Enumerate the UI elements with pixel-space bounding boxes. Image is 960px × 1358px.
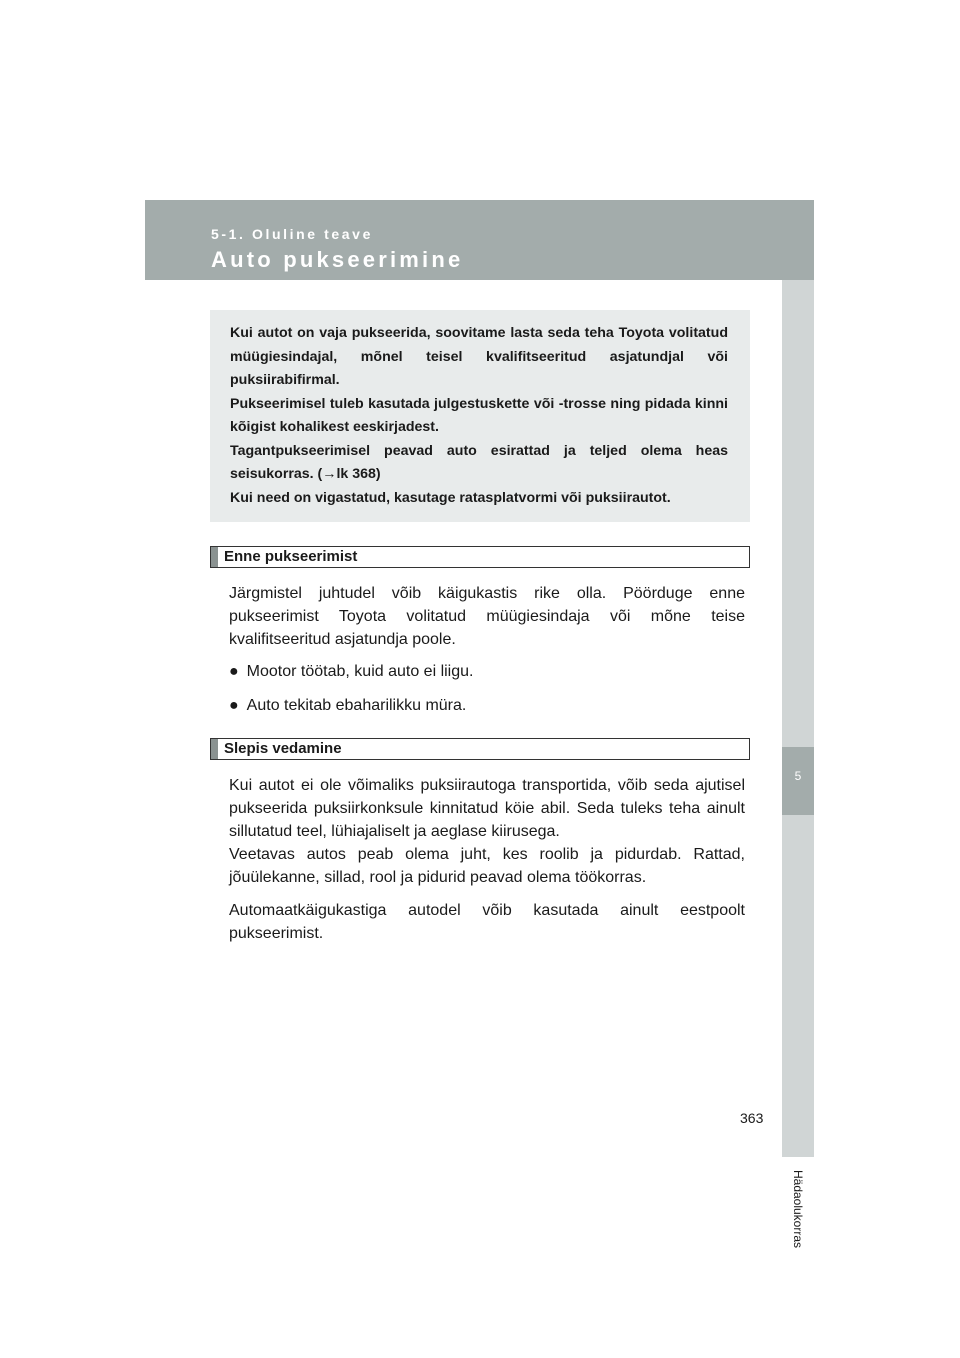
page-number: 363 (740, 1110, 764, 1126)
paragraph-text: Järgmistel juhtudel võib käigukastis rike olla. Pöörduge enne pukseerimist Toyota volitatud müügiesindaja või mõne teise kvalifitseeritud asjatundja poole. (229, 585, 745, 648)
paragraph-text: Veetavas autos peab olema juht, kes roolib ja pidurdab. Rattad, jõuülekanne, sillad, rool ja pidurid peavad olema töökorras. (229, 846, 745, 886)
section-heading-text: Enne pukseerimist (224, 548, 358, 565)
intro-line: Tagantpukseerimisel peavad auto esirattad ja teljed olema heas seisukorras. (→lk 368) (230, 442, 728, 482)
heading-marker (211, 739, 218, 759)
chapter-sidebar (782, 280, 814, 1249)
section-heading-text: Slepis vedamine (224, 740, 342, 757)
page-header (145, 200, 814, 280)
section2-paragraphs (229, 774, 745, 945)
section-heading-tow-rope (210, 738, 750, 760)
heading-marker (211, 547, 218, 567)
intro-line: Kui autot on vaja pukseerida, soovitame lasta seda teha Toyota volitatud müügiesindajal, mõnel teisel kvalifitseeritud asjatundjal või puksiirabifirmal. (230, 325, 728, 388)
bullet-dot-icon: ● (229, 697, 239, 714)
bullet-text: Auto tekitab ebaharilikku müra. (246, 697, 467, 714)
section-label: 5-1. Oluline teave (211, 226, 373, 242)
bullet-dot-icon: ● (229, 663, 239, 680)
paragraph-text: Kui autot ei ole võimaliks puksiirautoga transportida, võib seda ajutisel pukseerida puksiirkonksule kinnitatud köie abil. Seda tuleks teha ainult sillutatud teel, lühiajaliselt ja aeglase kiirusega. (229, 777, 745, 840)
intro-line: Pukseerimisel tuleb kasutada julgestuskette või -trosse ning pidada kinni kõigist kohalikest eeskirjadest. (230, 395, 728, 435)
section-heading-before-towing (210, 546, 750, 568)
chapter-number: 5 (794, 769, 802, 783)
page-title: Auto pukseerimine (211, 247, 464, 272)
paragraph-text: Automaatkäigukastiga autodel võib kasutada ainult eestpoolt pukseerimist. (229, 902, 745, 942)
intro-note-box (210, 310, 750, 522)
chapter-label: Hädaolukorras (791, 1169, 805, 1249)
bullet-text: Mootor töötab, kuid auto ei liigu. (246, 663, 474, 680)
bullet-item (229, 694, 745, 717)
intro-line: Kui need on vigastatud, kasutage ratasplatvormi või puksiirautot. (230, 489, 671, 506)
section1-paragraph (229, 582, 745, 651)
bullet-item (229, 660, 745, 683)
